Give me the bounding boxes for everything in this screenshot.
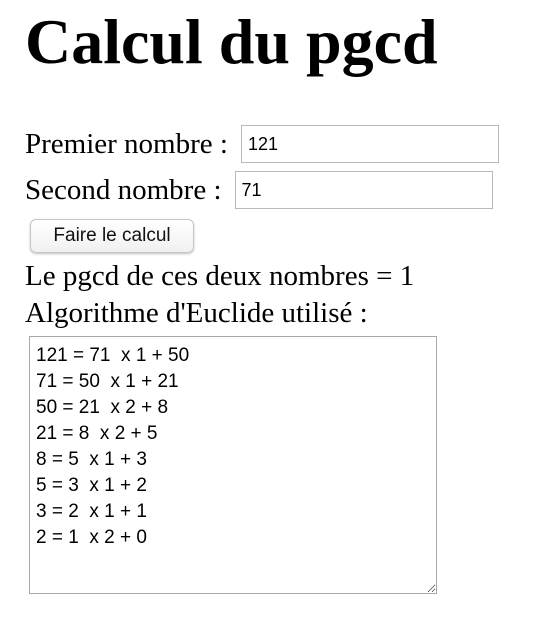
calculate-button[interactable]: Faire le calcul	[30, 219, 194, 253]
first-number-input[interactable]	[241, 125, 499, 163]
first-number-label: Premier nombre :	[25, 128, 228, 160]
algorithm-label: Algorithme d'Euclide utilisé :	[25, 297, 368, 329]
first-number-row	[25, 125, 499, 163]
page-title: Calcul du pgcd	[25, 6, 438, 77]
second-number-label: Second nombre :	[25, 174, 222, 206]
second-number-input[interactable]	[235, 171, 493, 209]
pgcd-result-text: Le pgcd de ces deux nombres = 1	[25, 260, 415, 292]
second-number-row	[25, 171, 493, 209]
algorithm-steps-textarea[interactable]	[29, 336, 437, 594]
